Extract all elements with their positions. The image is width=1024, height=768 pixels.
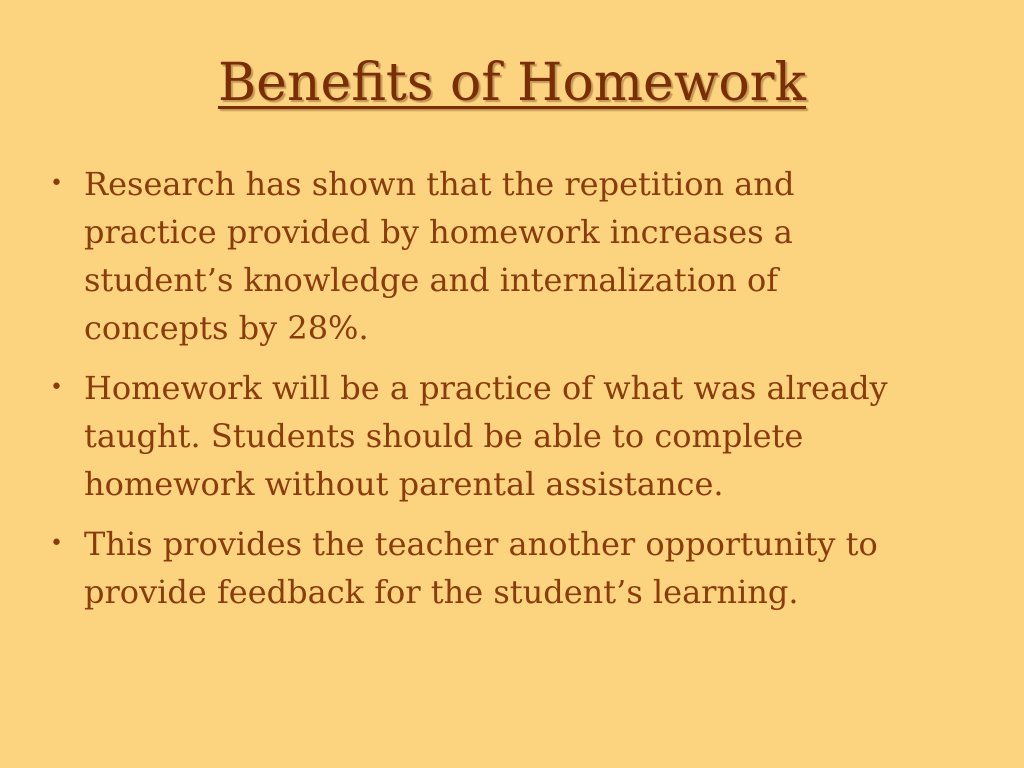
bullet-text: Research has shown that the repetition and practice provided by homework increases a student’s knowledge and internalization of concepts by 28%.	[84, 165, 795, 347]
slide-title: Benefits of Homework	[217, 53, 807, 113]
bullet-dot-icon: •	[50, 531, 63, 556]
bullet-dot-icon: •	[50, 375, 63, 400]
bullet-dot-icon: •	[50, 171, 63, 196]
bullet-item	[48, 160, 908, 352]
bullet-item	[48, 364, 908, 508]
bullet-text: Homework will be a practice of what was already taught. Students should be able to complete homework without parental assistance.	[84, 369, 888, 503]
bullet-item	[48, 520, 908, 616]
bullet-text: This provides the teacher another opportunity to provide feedback for the student’s learning.	[84, 525, 878, 611]
bullet-list	[48, 160, 908, 628]
